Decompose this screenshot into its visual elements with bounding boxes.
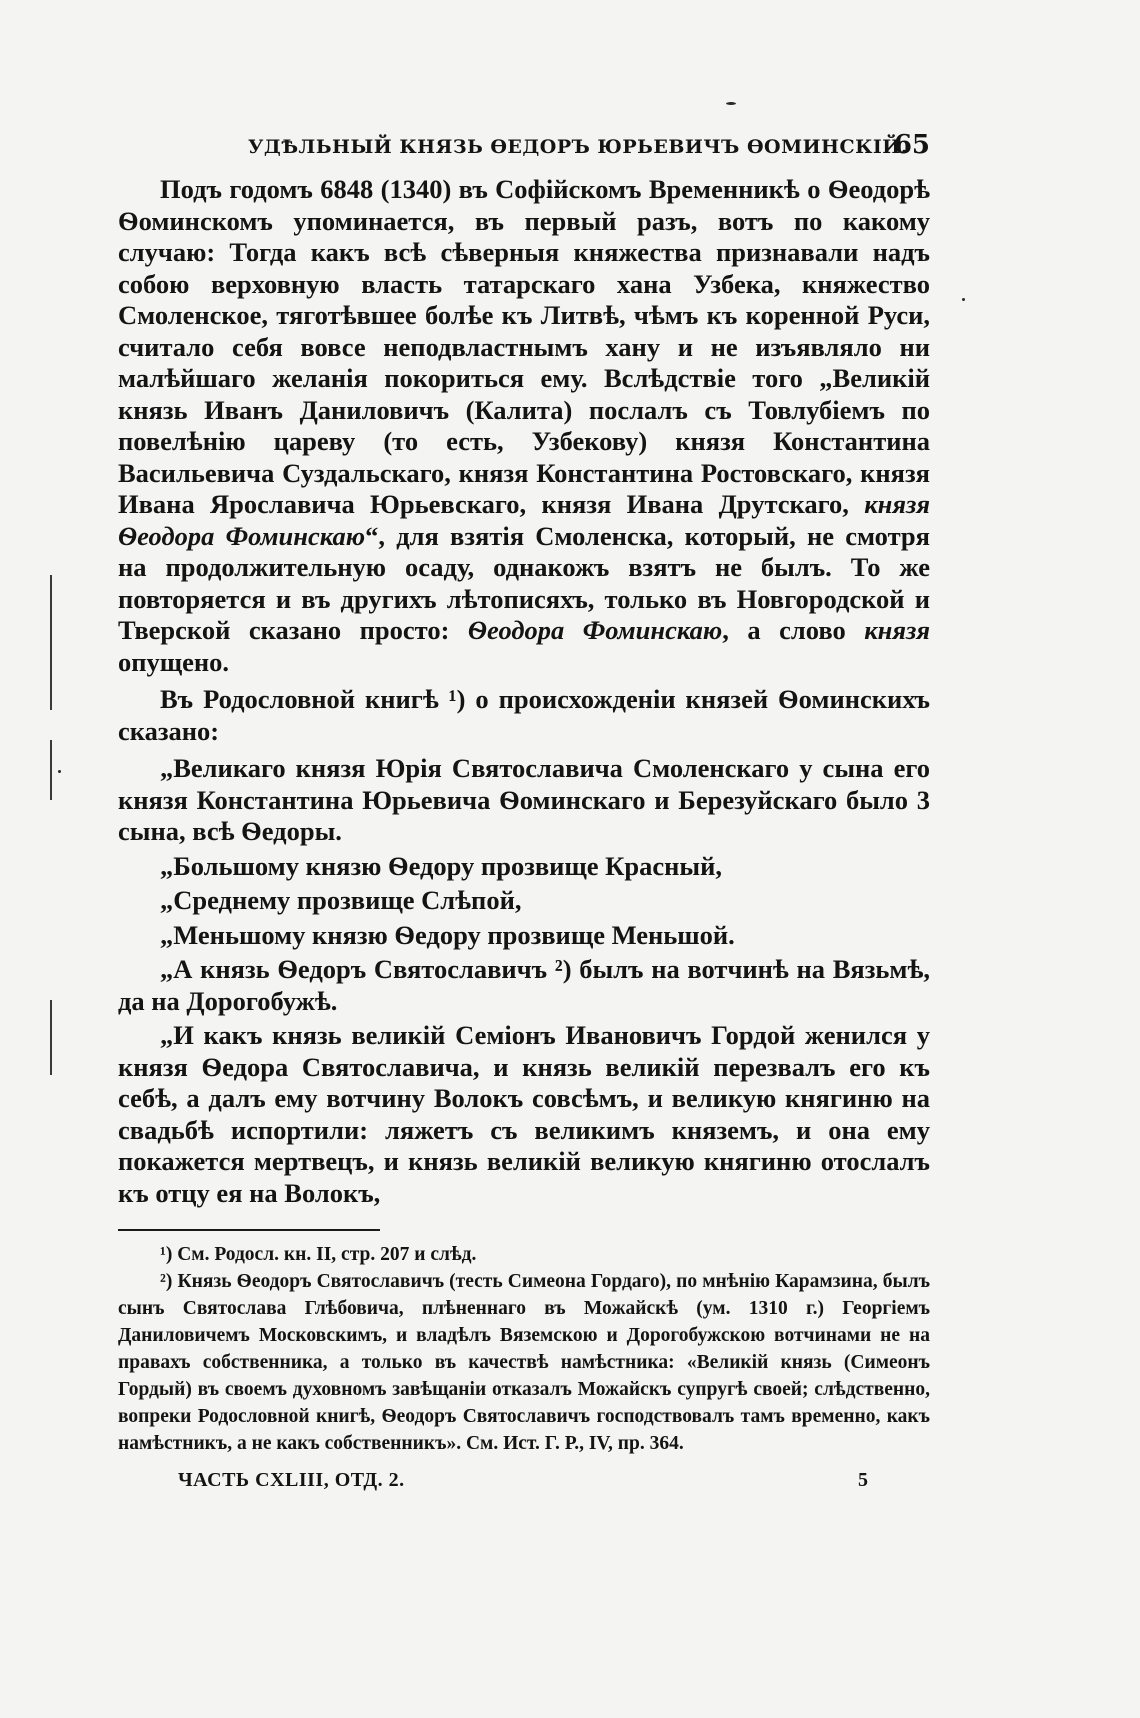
speck (962, 298, 965, 301)
quote-line: „Большому князю Ѳедору прозвище Красный, (160, 850, 722, 881)
page (118, 130, 930, 1505)
footnote: ¹) См. Родосл. кн. II, стр. 207 и слѣд. (160, 1244, 477, 1265)
text-segment: “, для взятія Смоленска, который, не смотря на продолжительную осаду, однакожъ взятъ не былъ. То же повторяется и въ другихъ лѣтописяхъ, только въ Новгородской и Тверской сказано просто: (118, 520, 930, 645)
quote-line: „Среднему прозвище Слѣпой, (160, 885, 522, 915)
margin-mark (50, 575, 52, 710)
footnotes (118, 1241, 930, 1457)
quote-line: „Великаго князя Юрія Святославича Смоленскаго у сына его князя Константина Юрьевича Ѳоминскаго и Березуйскаго было 3 сына, всѣ Ѳедоры. (118, 753, 930, 846)
paragraph (118, 174, 930, 678)
speck (726, 102, 736, 105)
quote-line: „А князь Ѳедоръ Святославичъ ²) былъ на вотчинѣ на Вязьмѣ, да на Дорогобужѣ. (118, 954, 930, 1016)
running-title: УДѢЛЬНЫЙ КНЯЗЬ ѲЕДОРЪ ЮРЬЕВИЧЪ ѲОМИНСКІЙ. (248, 136, 908, 158)
italic-segment: князя Ѳеодора Фоминскаю (118, 489, 930, 551)
text-segment: , а слово (722, 615, 865, 645)
sheet-number: 5 (858, 1469, 868, 1491)
part-signature: ЧАСТЬ CXLIII, ОТД. 2. (178, 1469, 405, 1491)
margin-mark (50, 740, 52, 800)
quote-line: „И какъ князь великій Семіонъ Ивановичъ Гордой женился у князя Ѳедора Святославича, и князь великій перезвалъ его къ себѣ, а далъ ему вотчину Волокъ совсѣмъ, и великую княгиню на свадьбѣ испортили: ляжетъ съ великимъ княземъ, и она ему покажется мертвецъ, и князь великій великую княгиню отослалъ къ отцу ея на Волокъ, (118, 1020, 930, 1208)
text-segment: Подъ годомъ 6848 (1340) въ Софійскомъ Временникѣ о Ѳеодорѣ Ѳоминскомъ упоминается, въ первый разъ, вотъ по какому случаю: Тогда какъ всѣ сѣверныя княжества признавали надъ собою верховную власть татарскаго хана Узбека, княжество Смоленское, тяготѣвшее болѣе къ Литвѣ, чѣмъ къ коренной Руси, считало себя вовсе неподвластнымъ хану и не изъявляло ни малѣйшаго желанія покориться ему. Вслѣдствіе того „Великій князь Иванъ Даниловичъ (Калита) послалъ съ Товлубіемъ по повелѣнію цареву (то есть, Узбекову) князя Константина Васильевича Суздальскаго, князя Константина Ростовскаго, князя Ивана Ярославича Юрьевскаго, князя Ивана Друтскаго, (118, 174, 930, 519)
paragraph (118, 684, 930, 747)
speck (58, 770, 61, 773)
text-segment: Въ Родословной книгѣ ¹) о происхожденіи князей Ѳоминскихъ сказано: (118, 684, 930, 746)
italic-segment: князя (864, 615, 930, 645)
quote-line: „Меньшому князю Ѳедору прозвище Меньшой. (160, 919, 735, 950)
margin-mark (50, 1000, 52, 1075)
text-segment: опущено. (118, 646, 230, 677)
footnote: ²) Князь Ѳеодоръ Святославичъ (тесть Симеона Гордаго), по мнѣнію Карамзина, былъ сынъ Святослава Глѣбовича, плѣненнаго въ Можайскѣ (ум. 1310 г.) Георгіемъ Даниловичемъ Московскимъ, и владѣлъ Вяземскою и Дорогобужскою вотчинами не на правахъ собственника, а только въ качествѣ намѣстника: «Великій князь (Симеонъ Гордый) въ своемъ духовномъ завѣщаніи отказалъ Можайскъ супругѣ своей; слѣдственно, вопреки Родословной книгѣ, Ѳеодоръ Святославичъ господствовалъ тамъ временно, какъ намѣстникъ, а не какъ собственникъ». См. Ист. Г. Р., IV, пр. 364. (118, 1271, 930, 1454)
page-header (118, 130, 930, 174)
page-number: 65 (893, 130, 930, 160)
signature-line (118, 1465, 930, 1505)
body-text (118, 174, 930, 1209)
footnote-rule (118, 1229, 380, 1231)
italic-segment: Ѳеодора Фоминскаю (467, 615, 723, 645)
